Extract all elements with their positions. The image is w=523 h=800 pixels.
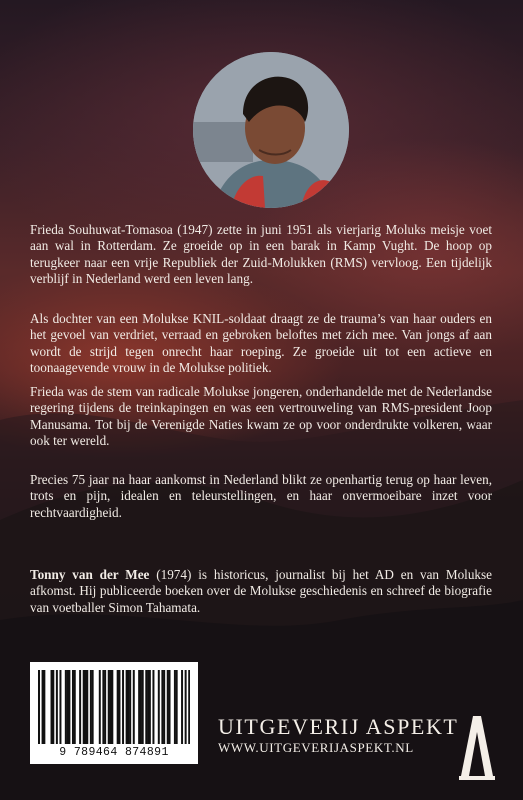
isbn-barcode [30,662,198,764]
author-name: Tonny van der Mee [30,567,150,582]
blurb-paragraph-2: Als dochter van een Molukse KNIL-soldaat draagt ze de trauma’s van haar ouders en het gevoel van verdriet, verraad en gebroken beloftes met zich mee. Van jongs af aan wordt de strijd tegen onrecht haar roeping. Ze groeide uit tot een actieve en toonaagevende vrouw in de Molukse politiek. [30,311,492,376]
barcode-bar [185,670,187,744]
barcode-bar [72,670,74,744]
blurb-paragraph-4: Precies 75 jaar na haar aankomst in Nederland blikt ze openhartig terug op haar leven, trots en pijn, idealen en teleurstellingen, en haar onvermoeibare inzet voor rechtvaardigheid. [30,472,492,520]
barcode-bar [59,670,61,744]
barcode-bar [104,670,106,744]
barcode-bar [158,670,160,744]
blurb-paragraph-3: Frieda was de stem van radicale Molukse jongeren, onderhandelde met de Nederlandse regering tijdens de treinkapingen en was een vertrouweling van RMS-president Joop Manusama. Tot bij de Verenigde Naties kwam ze op voor onderdrukte volkeren, waar ook ter wereld. [30,384,492,449]
barcode-bar [117,670,119,744]
barcode-bar [138,670,140,744]
barcode-bar [110,670,112,744]
barcode-bar [129,670,131,744]
barcode-bar [149,670,151,744]
isbn-number: 9 789464 874891 [59,746,169,759]
barcode-bar [176,670,178,744]
barcode-bar [38,670,40,744]
barcode-bar [67,670,69,744]
barcode-bar [42,670,44,744]
barcode-bar [118,670,120,744]
barcode-bar [181,670,183,744]
barcode-bar [142,670,144,744]
barcode-bar [108,670,110,744]
barcode-bar [163,670,165,744]
barcode-bars [38,670,190,744]
barcode-bar [92,670,94,744]
barcode-bar [83,670,85,744]
barcode-bar [127,670,129,744]
barcode-bar [111,670,113,744]
publisher-name: UITGEVERIJ ASPEKT [218,714,459,739]
author-bio-text: (1974) is historicus, journalist bij het AD en van Molukse afkomst. Hij publiceerde boeken over de Molukse geschiedenis en schreef de biografie van voetballer Simon Tahamata. [30,567,493,615]
barcode-bar [145,670,147,744]
barcode-bar [90,670,92,744]
barcode-bar [147,670,149,744]
barcode-bar [133,670,135,744]
barcode-bar [99,670,101,744]
barcode-bar [126,670,128,744]
author-portrait-photo [193,52,349,208]
barcode-bar [169,670,171,744]
barcode-bar [188,670,190,744]
barcode-bar [52,670,54,744]
barcode-bar [174,670,176,744]
barcode-bar [86,670,88,744]
barcode-bar [74,670,76,744]
barcode-bar [56,670,58,744]
publisher-url: WWW.UITGEVERIJASPEKT.NL [218,740,414,755]
author-bio [30,567,492,616]
barcode-bar [43,670,45,744]
barcode-bar [140,670,142,744]
barcode-bar [161,670,163,744]
barcode-bar [84,670,86,744]
barcode-bar [102,670,104,744]
barcode-bar [68,670,70,744]
barcode-bar [65,670,67,744]
blurb-paragraph-1: Frieda Souhuwat-Tomasoa (1947) zette in juni 1951 als vierjarig Moluks meisje voet aan wal in Rotterdam. Ze groeide op in een barak in Kamp Vught. De hoop op terugkeer naar een vrije Republiek der Zuid-Molukken (RMS) vervloog. Een tijdelijk verblijf in Nederland werd een leven lang. [30,222,492,287]
barcode-bar [122,670,124,744]
barcode-bar [79,670,81,744]
publisher-logo-icon [455,708,499,782]
barcode-bar [167,670,169,744]
barcode-bar [51,670,53,744]
barcode-bar [152,670,154,744]
